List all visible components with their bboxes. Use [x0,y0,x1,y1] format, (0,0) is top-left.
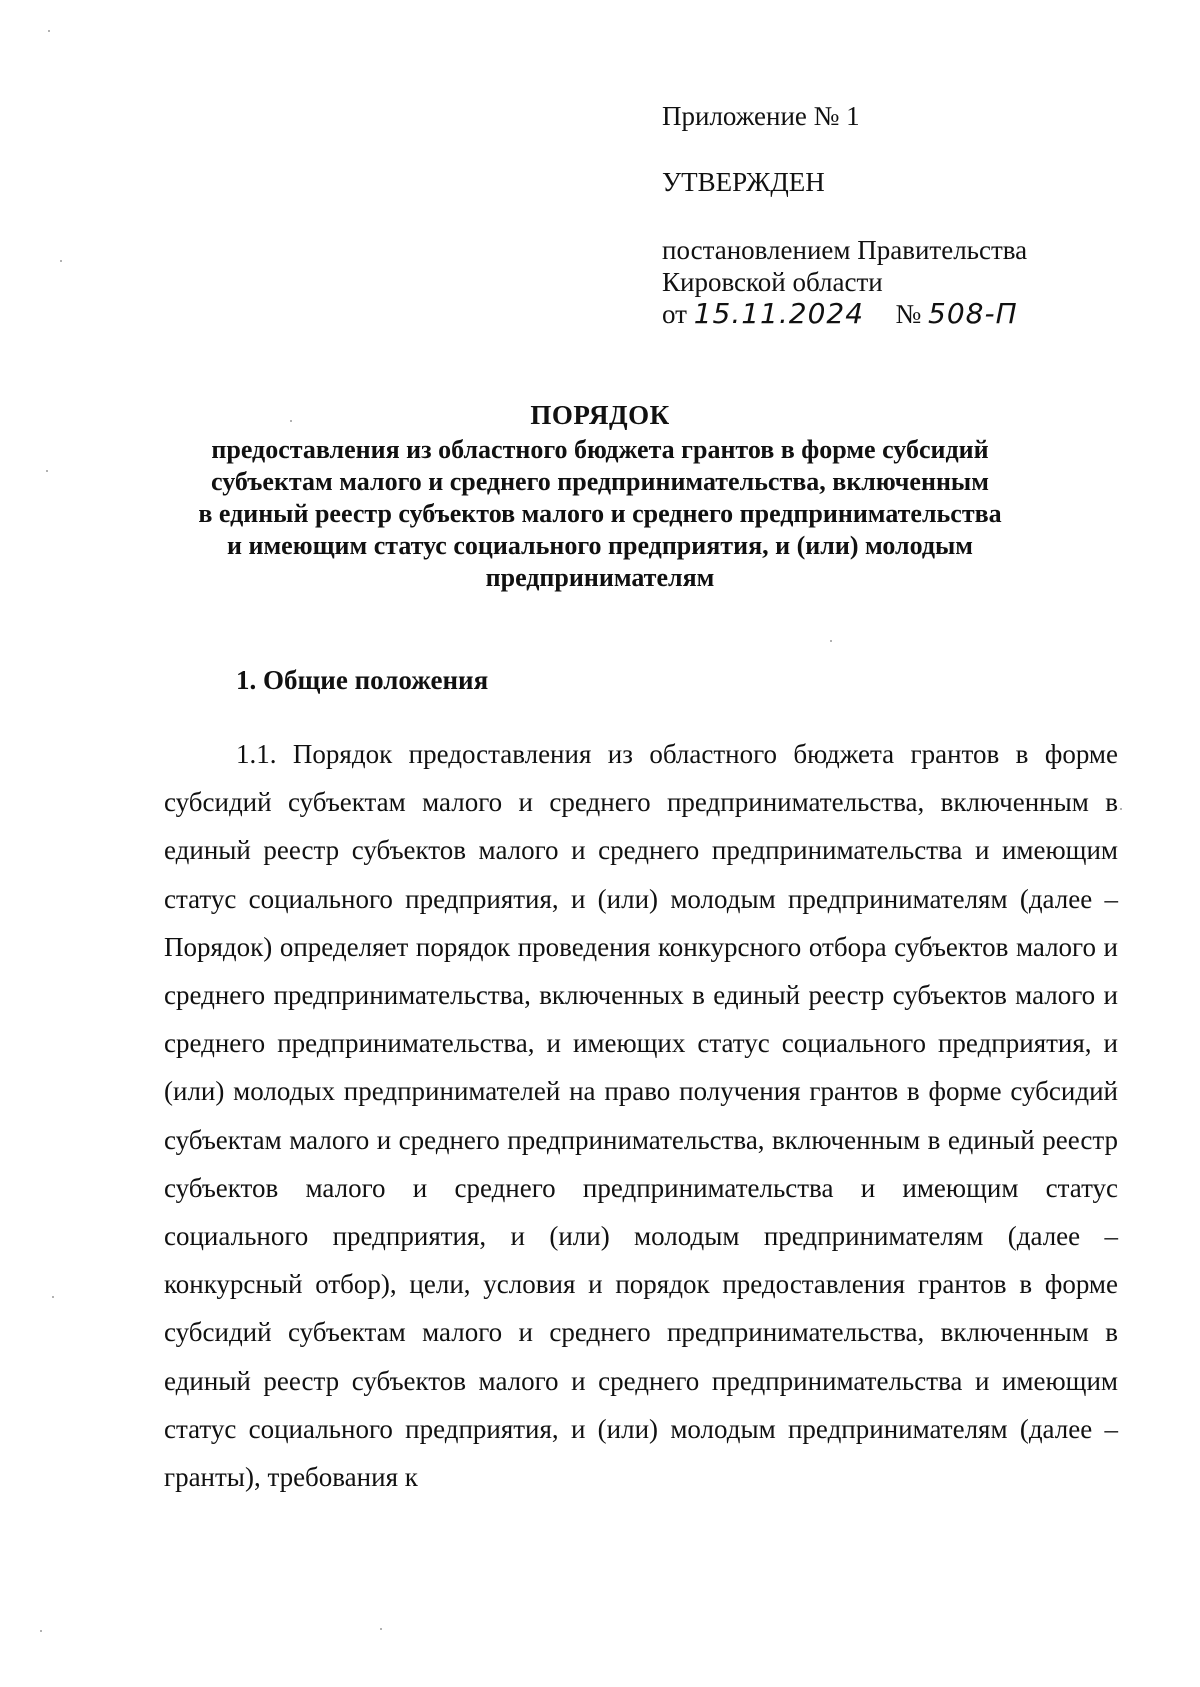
appendix-label: Приложение № 1 [662,101,860,131]
decree-line-1: постановлением Правительства [662,235,1028,265]
decree-reference [662,234,1142,330]
scan-speck [40,1630,42,1632]
body-paragraph: 1.1. Порядок предоставления из областного бюджета грантов в форме субсидий субъектам малого и среднего предпринимательства, включенным в единый реестр субъектов малого и среднего предпринимательства и имеющим статус социального предприятия, и (или) молодым предпринимателям (далее – Порядок) определяет порядок проведения конкурсного отбора субъектов малого и среднего предпринимательства, включенных в единый реестр субъектов малого и среднего предпринимательства, и имеющих статус социального предприятия, и (или) молодых предпринимателей на право получения грантов в форме субсидий субъектам малого и среднего предпринимательства, включенным в единый реестр субъектов малого и среднего предпринимательства и имеющим статус социального предприятия, и (или) молодым предпринимателям (далее – конкурсный отбор), цели, условия и порядок предоставления грантов в форме субсидий субъектам малого и среднего предпринимательства, включенным в единый реестр субъектов малого и среднего предпринимательства и имеющим статус социального предприятия, и (или) молодым предпринимателям (далее – гранты), требования к [164,739,1118,1493]
scan-speck [60,260,62,262]
document-subtitle-line-5: предпринимателям [485,563,715,592]
scan-speck [48,30,50,32]
scan-speck [290,420,292,422]
approval-block [662,100,1142,330]
decree-line-2: Кировской области [662,267,883,297]
handwritten-date: 15.11.2024 [693,297,865,330]
scan-speck [52,1296,54,1298]
document-subtitle-line-4: и имеющим статус социального предприятия, и (или) молодым [226,531,973,560]
scan-speck [46,470,48,472]
document-subtitle-line-2: субъектам малого и среднего предпринимательства, включенным [211,467,989,496]
scan-speck [1120,808,1122,810]
document-subtitle-line-1: предоставления из областного бюджета грантов в форме субсидий [211,435,989,464]
number-prefix: № [895,299,922,329]
handwritten-number: 508-П [928,297,1018,330]
date-prefix: от [662,299,687,329]
document-title-block [140,399,1060,594]
scan-speck [830,640,832,642]
approved-label: УТВЕРЖДЕН [662,167,825,197]
document-subtitle-line-3: в единый реестр субъектов малого и среднего предпринимательства [198,499,1002,528]
decree-date-number-line [662,298,1142,330]
section-heading: 1. Общие положения [236,665,489,695]
document-title: ПОРЯДОК [530,400,670,430]
scan-speck [380,1628,382,1630]
